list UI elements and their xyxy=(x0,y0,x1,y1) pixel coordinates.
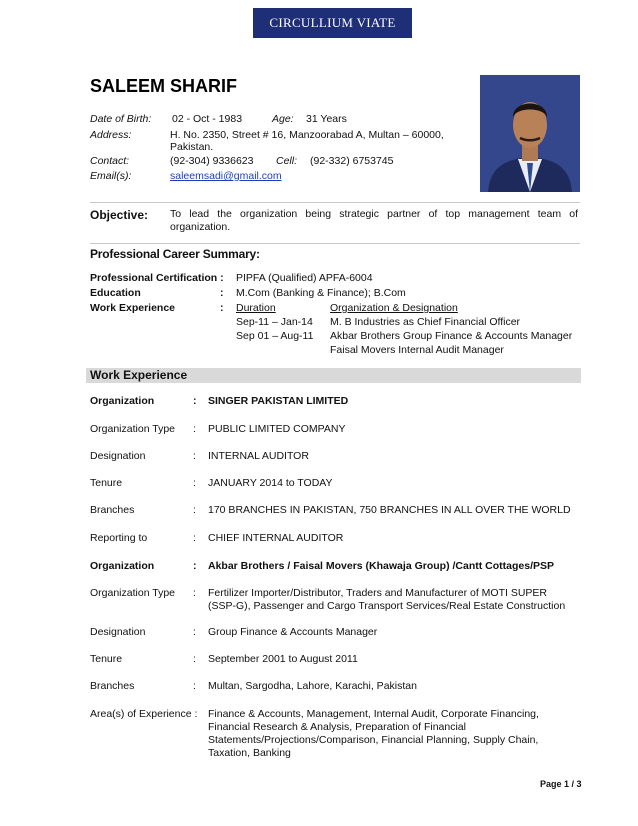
organization-cell: Akbar Brothers Group Finance & Accounts Manager xyxy=(330,330,573,342)
address-label: Address: xyxy=(90,129,132,141)
email-link[interactable]: saleemsadi@gmail.com xyxy=(170,170,282,182)
org-type-label: Organization Type xyxy=(90,587,176,599)
divider xyxy=(90,243,580,244)
area-label: Area(s) of Experience : xyxy=(90,708,198,720)
work-experience-bar xyxy=(86,368,581,383)
org-value: SINGER PAKISTAN LIMITED xyxy=(208,395,349,407)
colon: : xyxy=(193,477,196,489)
branches-value: 170 BRANCHES IN PAKISTAN, 750 BRANCHES IN ALL OVER THE WORLD xyxy=(208,504,571,516)
org-type-value: PUBLIC LIMITED COMPANY xyxy=(208,423,346,435)
reporting-value: CHIEF INTERNAL AUDITOR xyxy=(208,532,344,544)
address-line-2: Pakistan. xyxy=(170,141,214,153)
reporting-label: Reporting to xyxy=(90,532,148,544)
area-line-2: Financial Research & Analysis, Preparation of Financial xyxy=(208,721,466,733)
age-value: 31 Years xyxy=(306,113,347,125)
colon: : xyxy=(193,450,196,462)
certification-value: PIPFA (Qualified) APFA-6004 xyxy=(236,272,373,284)
colon: : xyxy=(193,560,197,572)
career-summary-title: Professional Career Summary: xyxy=(90,247,260,261)
education-value: M.Com (Banking & Finance); B.Com xyxy=(236,287,406,299)
cell-label: Cell: xyxy=(276,155,298,167)
colon: : xyxy=(193,587,196,599)
page-number: Page 1 / 3 xyxy=(540,779,582,789)
area-line-4: Taxation, Banking xyxy=(208,747,291,759)
colon: : xyxy=(220,302,224,314)
organization-header: Organization & Designation xyxy=(330,302,458,314)
candidate-name: SALEEM SHARIF xyxy=(90,76,238,96)
certification-label: Professional Certification : xyxy=(90,272,224,284)
tenure-label: Tenure xyxy=(90,653,123,665)
tenure-value: September 2001 to August 2011 xyxy=(208,653,358,665)
area-line-3: Statements/Projections/Comparison, Financial Planning, Supply Chain, xyxy=(208,734,539,746)
colon: : xyxy=(193,395,197,407)
dob-value: 02 - Oct - 1983 xyxy=(172,113,243,125)
age-label: Age: xyxy=(272,113,294,125)
organization-cell: Faisal Movers Internal Audit Manager xyxy=(330,344,504,356)
contact-value: (92-304) 9336623 xyxy=(170,155,254,167)
divider xyxy=(90,202,580,203)
org-label: Organization xyxy=(90,395,155,407)
education-label: Education xyxy=(90,287,141,299)
profile-photo-icon xyxy=(480,75,580,192)
profile-photo xyxy=(480,75,580,192)
colon: : xyxy=(193,626,196,638)
colon: : xyxy=(193,680,196,692)
email-label: Email(s): xyxy=(90,170,132,182)
duration-header: Duration xyxy=(236,302,276,314)
colon: : xyxy=(220,287,224,299)
designation-value: INTERNAL AUDITOR xyxy=(208,450,309,462)
duration-cell: Sep 01 – Aug-11 xyxy=(236,330,314,342)
branches-label: Branches xyxy=(90,504,135,516)
designation-label: Designation xyxy=(90,626,146,638)
org-type-line-2: (SSP-G), Passenger and Cargo Transport Services/Real Estate Construction xyxy=(208,600,566,612)
designation-value: Group Finance & Accounts Manager xyxy=(208,626,378,638)
work-experience-title: Work Experience xyxy=(90,368,188,382)
org-value: Akbar Brothers / Faisal Movers (Khawaja Group) /Cantt Cottages/PSP xyxy=(208,560,554,572)
org-type-line-1: Fertilizer Importer/Distributor, Traders and Manufacturer of MOTI SUPER xyxy=(208,587,548,599)
organization-cell: M. B Industries as Chief Financial Officer xyxy=(330,316,521,328)
duration-cell: Sep-11 – Jan-14 xyxy=(236,316,313,328)
tenure-label: Tenure xyxy=(90,477,123,489)
colon: : xyxy=(193,532,196,544)
objective-label: Objective: xyxy=(90,208,149,222)
branches-label: Branches xyxy=(90,680,135,692)
org-label: Organization xyxy=(90,560,155,572)
header-banner: CIRCULLIUM VIATE xyxy=(253,8,412,38)
contact-label: Contact: xyxy=(90,155,130,167)
colon: : xyxy=(193,653,196,665)
area-line-1: Finance & Accounts, Management, Internal Audit, Corporate Financing, xyxy=(208,708,539,720)
dob-label: Date of Birth: xyxy=(90,113,152,125)
designation-label: Designation xyxy=(90,450,146,462)
objective-text: To lead the organization being strategic partner of top management team of organization. xyxy=(170,208,578,233)
branches-value: Multan, Sargodha, Lahore, Karachi, Pakistan xyxy=(208,680,417,692)
work-experience-label: Work Experience xyxy=(90,302,176,314)
org-type-label: Organization Type xyxy=(90,423,176,435)
address-line-1: H. No. 2350, Street # 16, Manzoorabad A, Multan – 60000, xyxy=(170,129,444,141)
tenure-value: JANUARY 2014 to TODAY xyxy=(208,477,333,489)
cell-value: (92-332) 6753745 xyxy=(310,155,394,167)
colon: : xyxy=(193,504,196,516)
colon: : xyxy=(193,423,196,435)
